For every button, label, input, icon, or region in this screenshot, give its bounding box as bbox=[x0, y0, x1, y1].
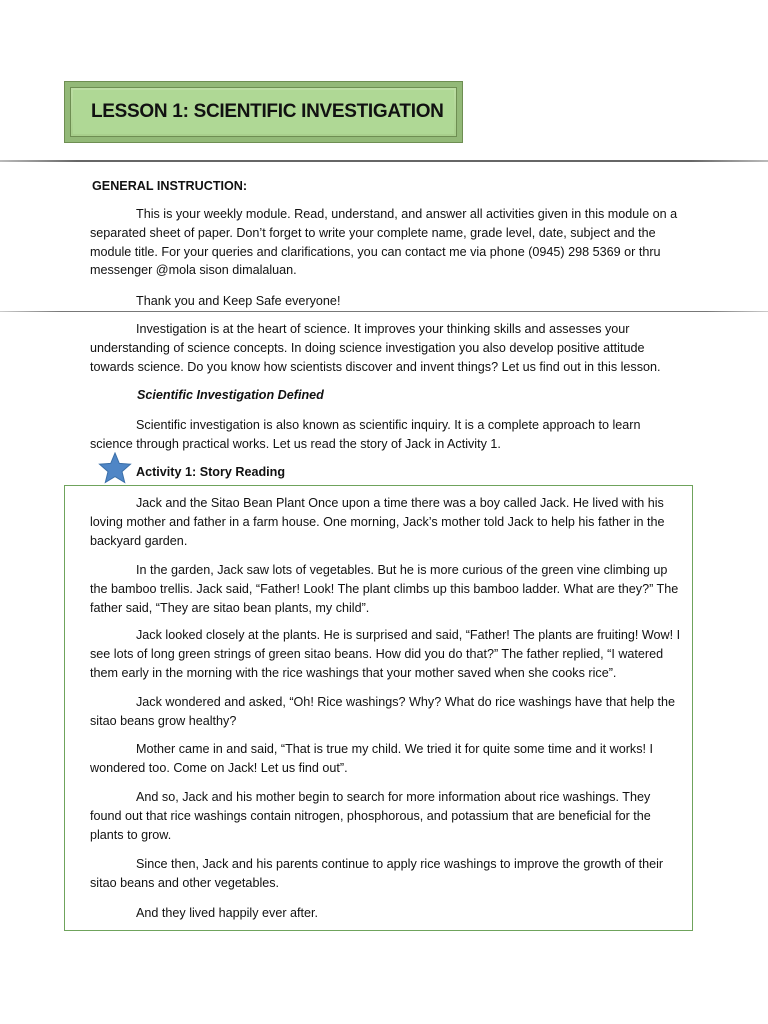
story-paragraph: In the garden, Jack saw lots of vegetables. But he is more curious of the green vine climbing up the bamboo trellis. Jack said, “Father! Look! The plant climbs up this bamboo ladder. What are they?” The father said, “They are sitao bean plants, my child”. bbox=[90, 563, 679, 615]
section-body: Scientific investigation is also known as scientific inquiry. It is a complete approach to learn science through practical works. Let us read the story of Jack in Activity 1. bbox=[90, 418, 641, 451]
story-paragraph: And so, Jack and his mother begin to search for more information about rice washings. They found out that rice washings contain nitrogen, phosphorous, and potassium that are beneficial for the plants to grow. bbox=[90, 790, 651, 842]
story-paragraph: Since then, Jack and his parents continue to apply rice washings to improve the growth of their sitao beans and other vegetables. bbox=[90, 857, 664, 890]
lesson-title-box bbox=[64, 81, 463, 143]
star-icon bbox=[98, 452, 132, 484]
story-paragraph: Mother came in and said, “That is true my child. We tried it for quite some time and it works! I wondered too. Come on Jack! Let us find out”. bbox=[90, 742, 654, 775]
story-paragraph: Jack and the Sitao Bean Plant Once upon a time there was a boy called Jack. He lived with his loving mother and father in a farm house. One morning, Jack’s mother told Jack to help his father in the backyard garden. bbox=[90, 496, 665, 548]
lesson-title: LESSON 1: SCIENTIFIC INVESTIGATION bbox=[73, 90, 454, 134]
divider-top bbox=[0, 160, 768, 162]
activity-title: Activity 1: Story Reading bbox=[136, 465, 286, 479]
story-paragraph: Jack looked closely at the plants. He is surprised and said, “Father! The plants are fruiting! Wow! I see lots of long green strings of green sitao beans. How did you do that?” The father replied, “I watered them early in the morning with the rice washings that your mother saved when she cooks rice”. bbox=[90, 628, 681, 680]
section-title: Scientific Investigation Defined bbox=[137, 388, 324, 402]
closing-text: Thank you and Keep Safe everyone! bbox=[136, 294, 341, 308]
intro-paragraph: Investigation is at the heart of science. It improves your thinking skills and assesses your understanding of science concepts. In doing science investigation you also develop positive attitude towards science. Do you know how scientists discover and invent things? Let us find out in this lesson. bbox=[90, 322, 661, 374]
story-paragraph: And they lived happily ever after. bbox=[136, 906, 319, 920]
general-instruction-heading: GENERAL INSTRUCTION: bbox=[92, 179, 248, 193]
story-paragraph: Jack wondered and asked, “Oh! Rice washings? Why? What do rice washings have that help the sitao beans grow healthy? bbox=[90, 695, 676, 728]
general-instruction-body: This is your weekly module. Read, understand, and answer all activities given in this module on a separated sheet of paper. Don’t forget to write your complete name, grade level, date, subject and the module title. For your queries and clarifications, you can contact me via phone (0945) 298 5369 or thru messenger @mola sison dimalaluan. bbox=[90, 207, 678, 278]
divider-middle bbox=[0, 311, 768, 312]
